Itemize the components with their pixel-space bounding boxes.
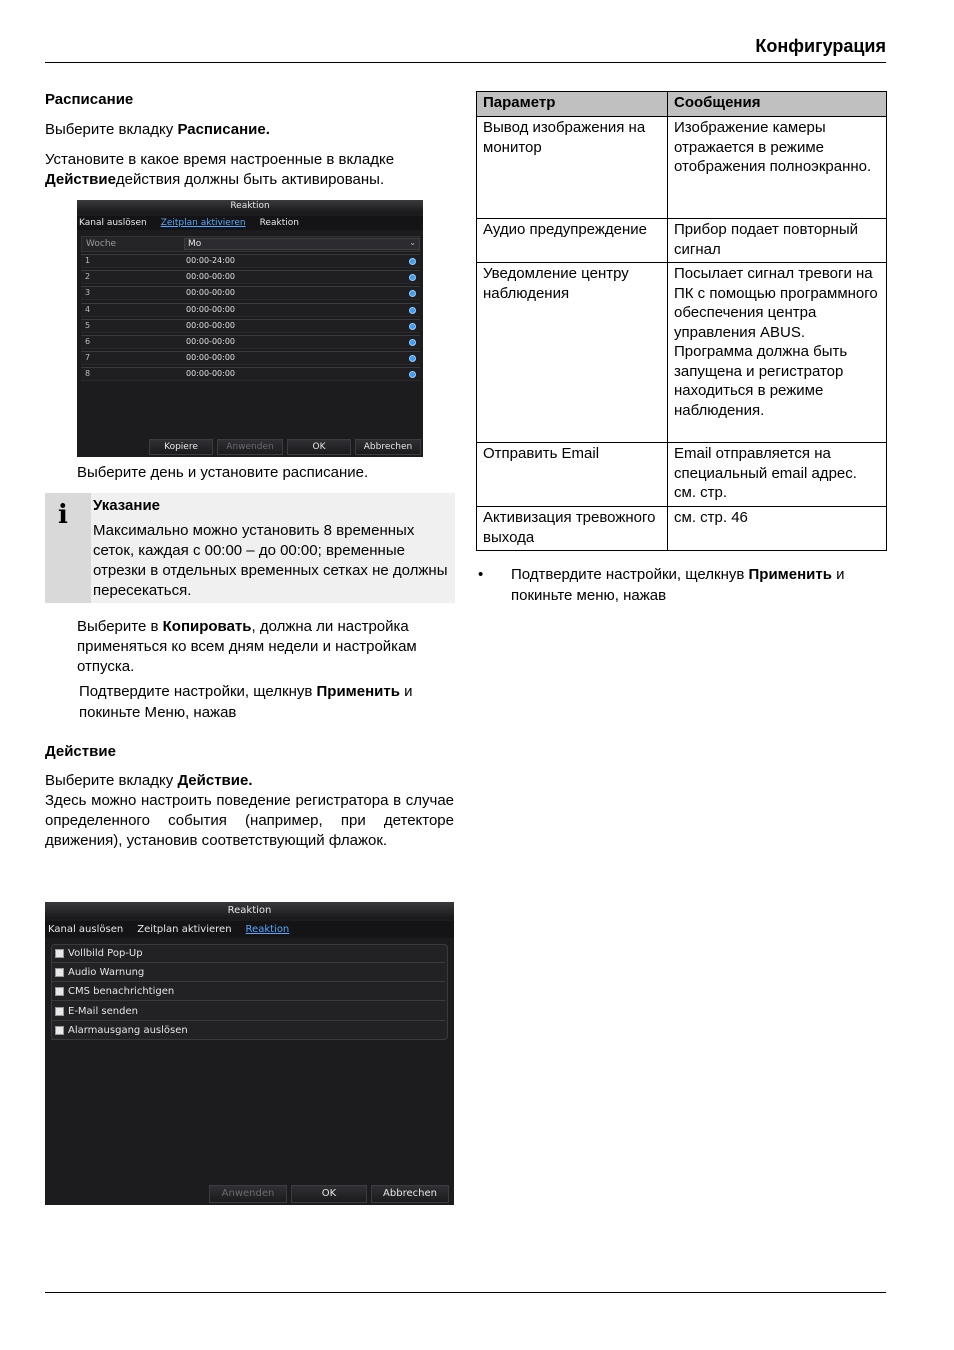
schedule-row[interactable] [81,286,420,300]
cancel-button[interactable]: Abbrechen [355,439,421,455]
schedule-row-time: 00:00-00:00 [186,320,235,330]
edit-time-icon[interactable] [409,339,416,346]
confirm-prefix: Подтвердите настройки, щелкнув [79,683,317,700]
edit-time-icon[interactable] [409,307,416,314]
action-text: Здесь можно настроить поведение регистратора в случае определенного события (например, при детекторе движения), установив соответствующий флажок. [45,792,454,849]
schedule-intro-line1: Установите в какое время настроенные в вкладке [45,151,395,168]
schedule-row-time: 00:00-00:00 [186,337,235,346]
action-tab-prefix: Выберите вкладку [45,772,178,789]
dvr-schedule-screen [77,200,423,457]
schedule-row-number: 4 [85,304,91,314]
action-tab-name: Действие. [177,772,253,789]
checkbox[interactable] [55,1007,64,1016]
edit-time-icon[interactable] [409,274,416,281]
reaction-option[interactable] [51,983,445,1001]
copy-rest: , должна ли настройка применяться ко всем дням недели и настройкам отпуска. [77,618,417,675]
table-row [477,263,887,443]
tab-zeitplan-aktivieren[interactable]: Zeitplan aktivieren [137,924,232,935]
action-heading: Действие [45,743,116,760]
apply-button[interactable]: Anwenden [217,439,283,455]
header-divider [45,62,886,63]
info-icon: i [58,500,68,530]
reaction-option[interactable] [51,1022,445,1040]
checkbox[interactable] [55,1026,64,1035]
week-selector-row [81,236,420,252]
schedule-tab-name: Расписание. [177,121,270,138]
edit-time-icon[interactable] [409,290,416,297]
header-messages: Сообщения [668,92,887,117]
schedule-row-number: 1 [85,256,91,265]
schedule-row-number: 8 [85,369,91,379]
checkbox[interactable] [55,987,64,996]
schedule-row-number: 3 [85,288,91,298]
table-cell: Отправить Email [477,443,668,507]
ok-button[interactable]: OK [291,1185,367,1203]
bullet-rest-2: покиньте меню, нажав [511,587,667,604]
table-cell: Вывод изображения на монитор [477,117,668,219]
action-tab-instruction [45,771,253,791]
checkbox[interactable] [55,968,64,977]
schedule-tab-instruction [45,120,270,140]
note-text: Максимально можно установить 8 временных сеток, каждая с 00:00 – до 00:00; временные отрезки в отдельных временных сетках не должны пересекаться. [93,522,448,599]
tab-zeitplan-aktivieren[interactable]: Zeitplan aktivieren [160,218,246,228]
messages-table [476,91,887,551]
table-cell: Уведомление центру наблюдения [477,263,668,443]
tab-kanal-ausloesen[interactable]: Kanal auslösen [48,924,124,935]
dvr-schedule-tabbar [77,216,423,230]
edit-time-icon[interactable] [409,355,416,362]
reaction-option-label: CMS benachrichtigen [68,986,175,998]
table-cell: Посылает сигнал тревоги на ПК с помощью программного обеспечения центра управления ABUS. Программа должна быть запущена и регистратор находиться в режиме наблюдения. [668,263,887,443]
bullet-icon: • [478,566,484,583]
reaction-option-label: Alarmausgang auslösen [68,1024,188,1036]
schedule-row-time: 00:00-24:00 [186,256,235,265]
schedule-row[interactable] [81,367,420,381]
schedule-heading: Расписание [45,91,134,108]
edit-time-icon[interactable] [409,323,416,330]
bullet-rest-1: и [831,566,845,583]
confirm-rest-1: и [399,683,413,700]
footer-divider [45,1292,886,1293]
dvr-reaction-screen [45,902,454,1205]
dvr-reaction-title: Reaktion [45,902,454,919]
schedule-row-time: 00:00-00:00 [186,369,235,379]
copy-prefix: Выберите в [77,618,163,635]
page-title: Конфигурация [755,36,886,56]
schedule-row-number: 6 [85,337,91,346]
note-sidebar [45,493,91,603]
dvr-reaction-tabbar [45,921,454,938]
table-header-row [477,92,887,117]
schedule-row[interactable] [81,335,420,349]
table-cell: Изображение камеры отражается в режиме отображения полноэкранно. [668,117,887,219]
schedule-intro-rest: действия должны быть активированы. [115,171,385,188]
chevron-down-icon: ⌄ [409,238,416,247]
week-dropdown[interactable] [184,238,420,250]
table-cell: Email отправляется на специальный email адрес. см. стр. [668,443,887,507]
week-label: Woche [86,239,117,249]
tab-reaktion[interactable]: Reaktion [259,218,299,228]
confirm-rest-2: покиньте Меню, нажав [79,704,237,721]
schedule-row-time: 00:00-00:00 [186,272,235,282]
schedule-row-number: 7 [85,353,91,363]
table-row [477,507,887,551]
schedule-intro [45,150,455,190]
schedule-row[interactable] [81,270,420,284]
schedule-tab-prefix: Выберите вкладку [45,121,178,138]
schedule-caption: Выберите день и установите расписание. [77,464,369,481]
schedule-row[interactable] [81,303,420,317]
schedule-row[interactable] [81,254,420,268]
tab-reaktion[interactable]: Reaktion [245,924,290,935]
reaction-option-label: Vollbild Pop-Up [68,948,143,959]
table-row [477,219,887,263]
edit-time-icon[interactable] [409,371,416,378]
table-cell: см. стр. 46 [668,507,887,551]
schedule-row-number: 2 [85,272,91,282]
bullet-confirm [511,565,886,606]
schedule-intro-bold: Действие [45,171,116,188]
header-parameter: Параметр [477,92,668,117]
schedule-row-time: 00:00-00:00 [186,288,235,298]
table-row [477,117,887,219]
table-row [477,443,887,507]
dvr-schedule-title: Reaktion [77,200,423,213]
bullet-bold: Применить [748,566,832,583]
note-title: Указание [93,497,161,514]
schedule-row-number: 5 [85,320,91,330]
reaction-option[interactable] [51,945,445,963]
schedule-row[interactable] [81,351,420,365]
table-cell: Аудио предупреждение [477,219,668,263]
copy-bold: Копировать [162,618,252,635]
reaction-option[interactable] [51,964,445,982]
cancel-button[interactable]: Abbrechen [371,1185,449,1203]
table-cell: Активизация тревожного выхода [477,507,668,551]
confirm-bold: Применить [316,683,400,700]
confirm-instruction [79,682,455,723]
apply-button[interactable]: Anwenden [209,1185,287,1203]
tab-kanal-ausloesen[interactable]: Kanal auslösen [79,218,147,228]
table-cell: Прибор подает повторный сигнал [668,219,887,263]
reaction-option-label: E-Mail senden [68,1005,138,1017]
edit-time-icon[interactable] [409,258,416,265]
schedule-row-time: 00:00-00:00 [186,304,235,314]
schedule-row-time: 00:00-00:00 [186,353,235,363]
ok-button[interactable]: OK [287,439,351,455]
reaction-option-label: Audio Warnung [68,967,145,979]
copy-button[interactable]: Kopiere [149,439,213,455]
schedule-row[interactable] [81,319,420,333]
week-value: Mo [188,239,202,249]
copy-instruction [77,617,455,677]
checkbox[interactable] [55,949,64,958]
bullet-prefix: Подтвердите настройки, щелкнув [511,566,749,583]
reaction-option[interactable] [51,1003,445,1021]
